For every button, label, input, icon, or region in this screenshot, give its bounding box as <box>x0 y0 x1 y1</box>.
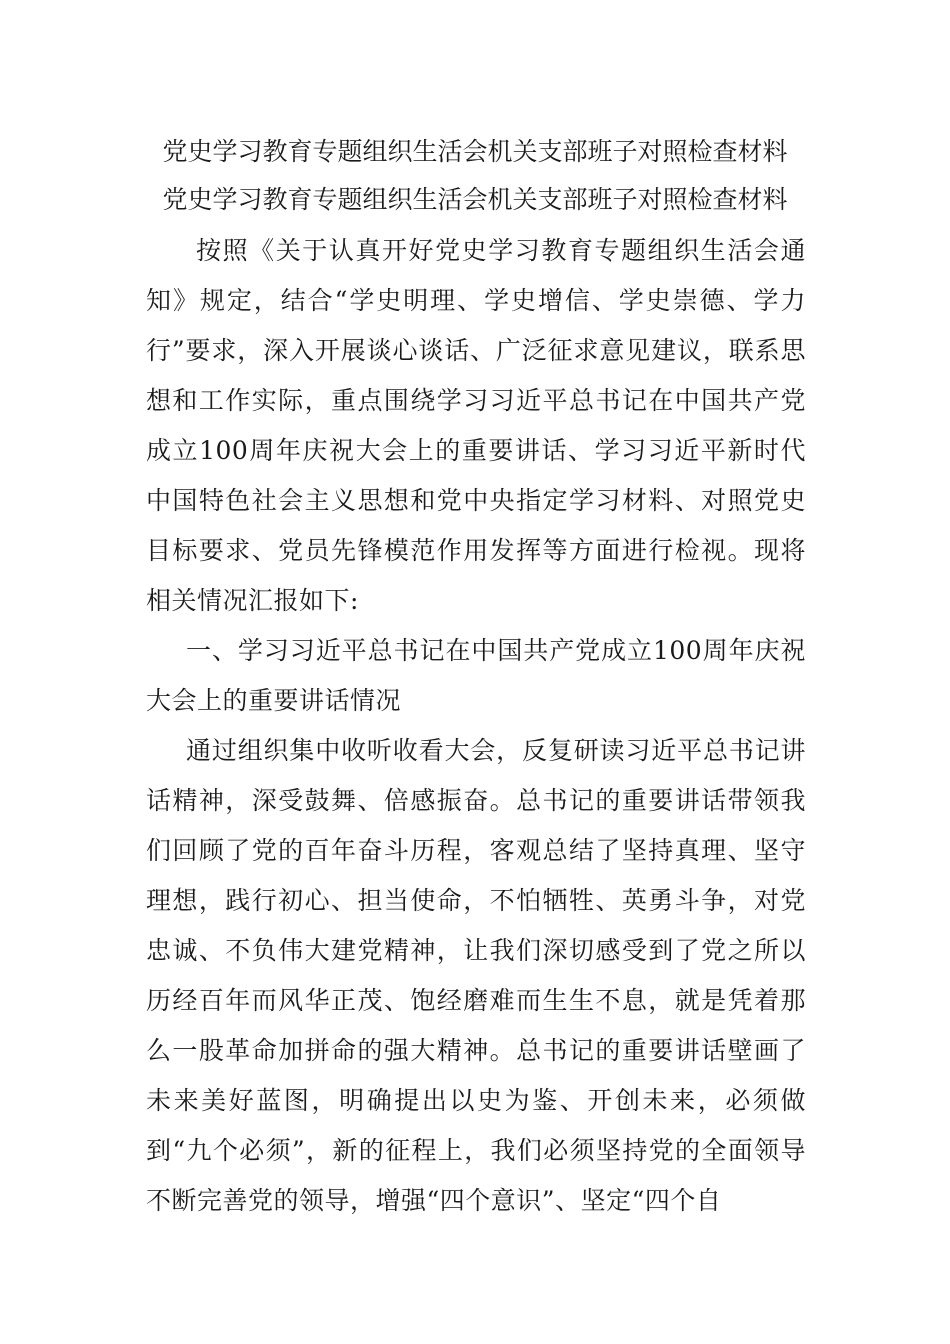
section-heading-1: 一、学习习近平总书记在中国共产党成立100周年庆祝大会上的重要讲话情况 <box>146 636 806 715</box>
document-title-line-2: 党史学习教育专题组织生活会机关支部班子对照检查材料 <box>162 185 788 214</box>
document-title-line-1: 党史学习教育专题组织生活会机关支部班子对照检查材料 <box>162 137 788 166</box>
document-body <box>146 226 806 1226</box>
paragraph-intro: 按照《关于认真开好党史学习教育专题组织生活会通知》规定，结合“学史明理、学史增信、学史崇德、学力行”要求，深入开展谈心谈话、广泛征求意见建议，联系思想和工作实际，重点围绕学习习近平总书记在中国共产党成立100周年庆祝大会上的重要讲话、学习习近平新时代中国特色社会主义思想和党中央指定学习材料、对照党史目标要求、党员先锋模范作用发挥等方面进行检视。现将相关情况汇报如下: <box>146 236 806 615</box>
paragraph-section-1: 通过组织集中收听收看大会，反复研读习近平总书记讲话精神，深受鼓舞、倍感振奋。总书记的重要讲话带领我们回顾了党的百年奋斗历程，客观总结了坚持真理、坚守理想，践行初心、担当使命，不怕牺牲、英勇斗争，对党忠诚、不负伟大建党精神，让我们深切感受到了党之所以历经百年而风华正茂、饱经磨难而生生不息，就是凭着那么一股革命加拼命的强大精神。总书记的重要讲话壁画了未来美好蓝图，明确提出以史为鉴、开创未来，必须做到“九个必须”，新的征程上，我们必须坚持党的全面领导不断完善党的领导，增强“四个意识”、坚定“四个自 <box>146 736 806 1215</box>
